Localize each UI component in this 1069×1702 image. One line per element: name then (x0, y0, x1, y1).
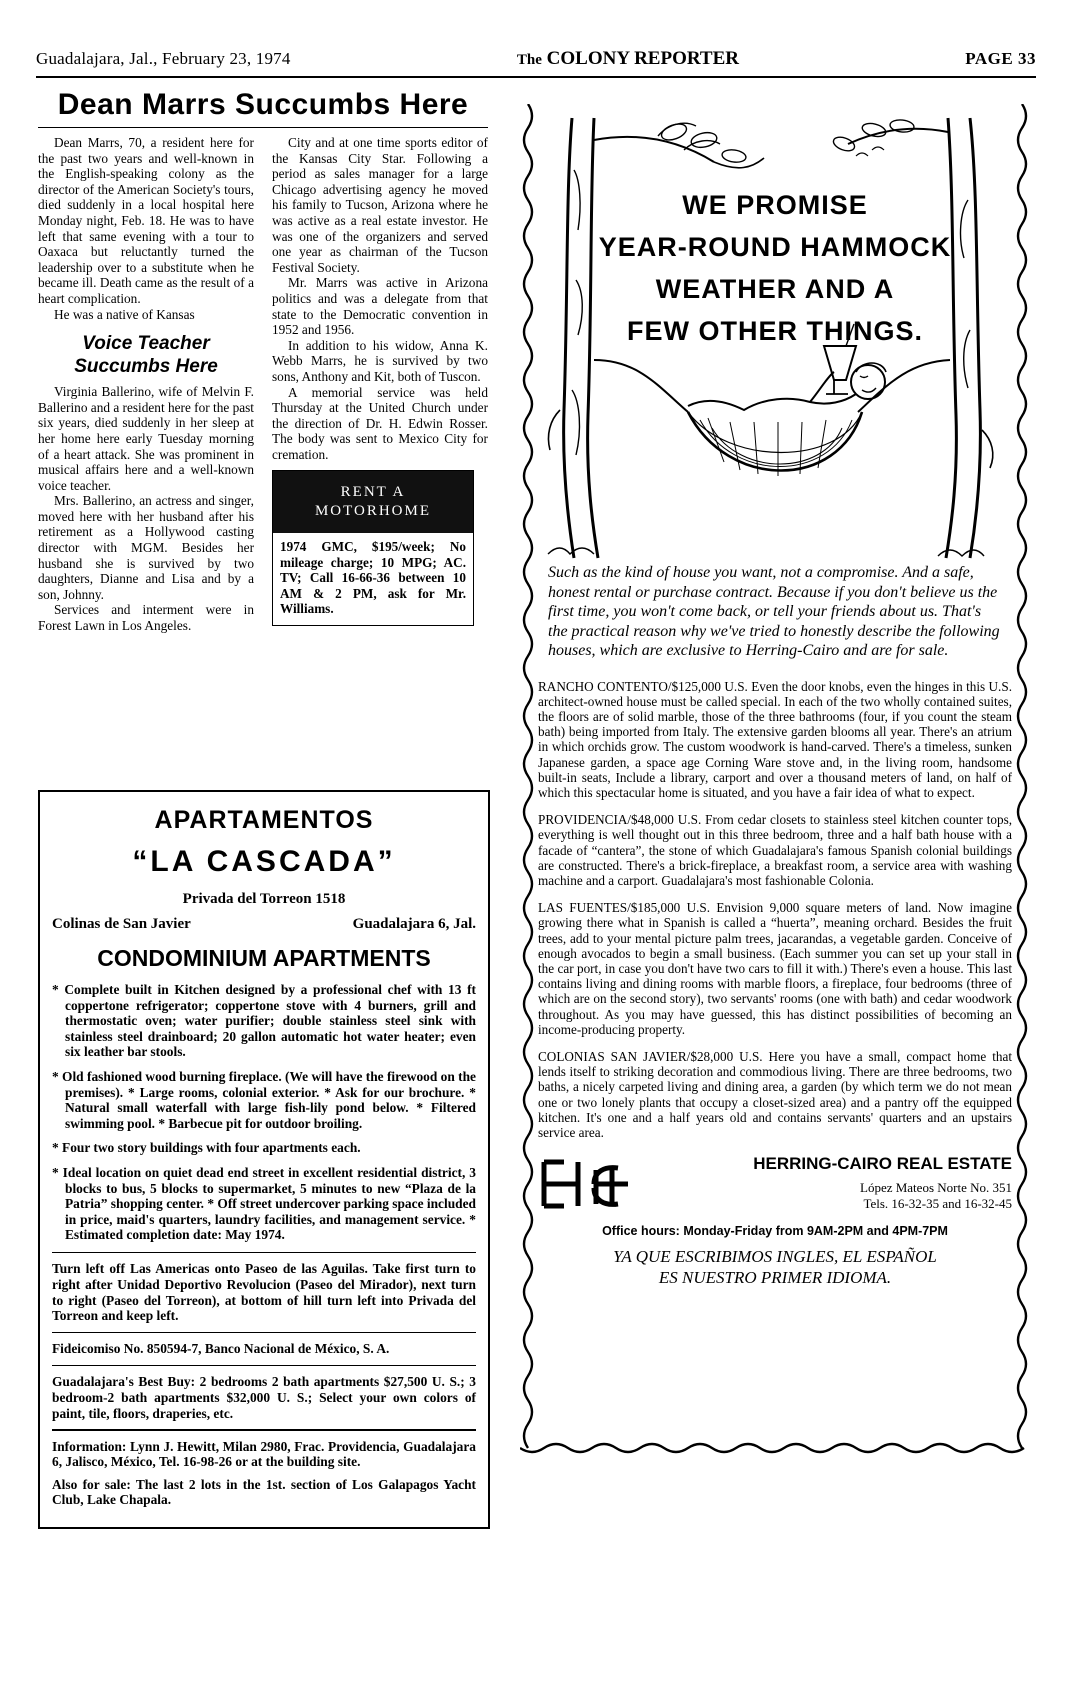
ad-divider (52, 1429, 476, 1431)
decorative-wavy-border-left (520, 104, 536, 1454)
masthead-title (517, 48, 739, 70)
paragraph: Dean Marrs, 70, a resident here for the past two years and well-known in the English-speaking colony as the director of the American Society's tours, died suddenly in a local hospital here Monday night, Feb. 18. He was to have left that same evening with a tour to Oaxaca but reluctantly turned the leadership over to a substitute when he became ill. Death came as the result of a heart complication. (38, 135, 254, 306)
promise-line-3: WEATHER AND A (655, 274, 895, 304)
headline-rule (38, 127, 488, 128)
motorhome-ad-body: 1974 GMC, $195/week; No mileage charge; 10 MPG; AC. TV; Call 16-66-36 between 10 AM & 2 PM, ask for Mr. Williams. (280, 539, 466, 617)
paragraph: Services and interment were in Forest Lawn in Los Angeles. (38, 602, 254, 634)
hammock-illustration (538, 110, 1012, 565)
paragraph: Mrs. Ballerino, an actress and singer, moved here with her husband after his retirement as a Hollywood casting director with MGM. Besides her husband she is survived by two daughters, Dianne and Lisa and by a son, Johnny. (38, 493, 254, 602)
ad-title-la-cascada: “LA CASCADA” (132, 845, 396, 878)
article-column-right (272, 135, 488, 634)
paragraph: He was a native of Kansas (54, 306, 195, 322)
motorhome-ad-title-line2: MOTORHOME (314, 503, 432, 520)
spanish-tagline-line1: YA QUE ESCRIBIMOS INGLES, EL ESPAÑOL (613, 1247, 937, 1267)
ad-city: Guadalajara 6, Jal. (352, 916, 476, 932)
ad-feature-item: * Four two story buildings with four apartments each. (52, 1140, 361, 1156)
display-ad-content (538, 110, 1012, 1288)
apartments-advertisement (38, 790, 490, 1529)
ad-also-for-sale: Also for sale: The last 2 lots in the 1st. section of Los Galapagos Yacht Club, Lake Chapala. (52, 1476, 476, 1508)
motorhome-ad-title (273, 471, 473, 533)
left-column-zone (38, 84, 488, 634)
masthead-title-name: COLONY REPORTER (546, 48, 739, 69)
ad-location-row (52, 916, 476, 933)
ad-divider (52, 1252, 476, 1254)
ad-feature-item: * Complete built in Kitchen designed by a professional chef with 13 ft coppertone refrigerator; coppertone stove with 4 burners, grill and thermostatic oven; water purifier; double stainless steel sink with stainless steel drainboard; 20 gallon automatic hot water heater; even six leather bar stools. (52, 982, 476, 1060)
herring-cairo-logo (538, 1154, 630, 1214)
paragraph: Mr. Marrs was active in Arizona politics and was a delegate from that state to the Democratic convention in 1952 and 1956. (272, 275, 488, 338)
property-listing: RANCHO CONTENTO/$125,000 U.S. Even the door knobs, even the hinges in this U.S. architect-owned house must be called special. In each of the two wholly contained suites, the floors are of solid marble, those of the three bathrooms (four, if you count the steam bath) being imported from Italy. The extensive garden blooms all year. There's an atrium in which orchids grow. The custom woodwork is hand-carved. There's a timeless, sunken Japanese garden, a space age Corning Ware stove and, in the living room, handsome built-in seats, Include a library, carport and over a thousand meters of land, on half of which this spectacular home is situated, and you have a fair idea of what to expect. (538, 678, 1012, 800)
hammock-drawing (538, 110, 1012, 565)
company-name: HERRING-CAIRO REAL ESTATE (753, 1154, 1012, 1174)
ad-divider (52, 1365, 476, 1367)
office-hours: Office hours: Monday-Friday from 9AM-2PM and 4PM-7PM (602, 1224, 948, 1239)
paragraph: City and at one time sports editor of the Kansas City Star. Following a period as sales manager for a large Chicago advertising agency he moved his family to Tucson, Arizona where he was active as a real estate investor. He was one of the organizers and served one year as chairman of the Tucson Festival Society. (272, 135, 488, 275)
ad-best-buy: Guadalajara's Best Buy: 2 bedrooms 2 bath apartments $27,500 U. S.; 3 bedroom-2 bath apartments $32,000 U. S.; Select your own colors of paint, tile, floors, draperies, etc. (52, 1374, 476, 1421)
spanish-tagline-line2: ES NUESTRO PRIMER IDIOMA. (658, 1268, 892, 1288)
promise-line-4: FEW OTHER THINGS. (627, 316, 923, 346)
masthead (36, 48, 1036, 70)
ad-divider (52, 1332, 476, 1334)
ad-title-apartamentos: APARTAMENTOS (154, 806, 374, 834)
masthead-date-location: Guadalajara, Jal., February 23, 1974 (36, 49, 291, 68)
property-listing: LAS FUENTES/$185,000 U.S. Envision 9,000 square meters of land. Now imagine growing there what in Spanish is called a “huerta”, meaning orchard. Besides the fruit trees, add to your mental picture palm trees, jacarandas, a vegetable garden. Conceive of enough avocados to begin a small business. (Each summer you can set up your stall in the car port, in case you don't have two cars to fill it with.) There's even a house. This last contains living and dining rooms with marble floors, a fireplace, four bedrooms (three of which are on the second story), two servants' rooms (one with bath) and cedar woodwork throughout. As you may have guessed, this has distinct possibilities of becoming an income-producing property. (538, 900, 1012, 1037)
ad-colonia: Colinas de San Javier (52, 916, 191, 932)
ad-information: Information: Lynn J. Hewitt, Milan 2980, Frac. Providencia, Guadalajara 6, Jalisco, México, Tel. 16-98-26 or at the building site. (52, 1438, 476, 1470)
paragraph: A memorial service was held Thursday at the United Church under the direction of Dr. H. Edwin Rosser. The body was sent to Mexico City for cremation. (272, 384, 488, 462)
ad-fideicomiso: Fideicomiso No. 850594-7, Banco Nacional de México, S. A. (52, 1341, 390, 1357)
article-column-left (38, 135, 254, 634)
masthead-rule (36, 76, 1036, 78)
motorhome-ad-title-line1: RENT A (340, 484, 406, 501)
article-body-two-column (38, 135, 488, 634)
ad-feature-item: * Ideal location on quiet dead end street in excellent residential district, 3 blocks to bus, 5 blocks to supermarket, 5 minutes to new “Plaza de la Patria” shopping center. * Off street undercover parking space included in price, maid's quarters, laundry facilities, and management service. * Estimated completion date: May 1974. (52, 1164, 476, 1243)
property-listing: PROVIDENCIA/$48,000 U.S. From cedar closets to stainless steel kitchen counter tops, everything is well thought out in this three bedroom, three and a half bath house with a facade of “cantera”, the stone of which Guadalajara's famous Spanish colonial buildings are constructed. There's a brick-fireplace, a breakfast room, a service area with washing machine and a carport. Guadalajara's most fashionable Colonia. (538, 812, 1012, 888)
property-listing: COLONIAS SAN JAVIER/$28,000 U.S. Here you have a small, compact home that lends itself to striking decoration and commodious living. There are three bedrooms, two baths, a nicely carpeted living and dining area, a garden (by which term we do not mean one or two lonely plants that occupy a closet-sized area) and a pantry off the equipped kitchen. It's one and a half years old and contains servants' quarters and an upstairs service area. (538, 1048, 1012, 1140)
paragraph: In addition to his widow, Anna K. Webb Marrs, he is survived by two sons, Anthony and Kit, both of Tuscon. (272, 337, 488, 384)
headline-line-2: Succumbs Here (74, 356, 218, 378)
article-headline-dean-marrs: Dean Marrs Succumbs Here (57, 88, 469, 121)
ad-address: Privada del Torreon 1518 (182, 891, 346, 907)
promise-line-2: YEAR-ROUND HAMMOCK (598, 232, 952, 262)
decorative-wavy-border-right (1014, 104, 1030, 1454)
article-headline-voice-teacher (38, 332, 254, 378)
hc-monogram-icon (538, 1154, 630, 1214)
company-phone: Tels. 16-32-35 and 16-32-45 (863, 1196, 1012, 1212)
ad-intro-paragraph: Such as the kind of house you want, not a compromise. And a safe, honest rental or purchase contract. Because if you don't believe us the first time, you won't come back, or tell your friends about us. That's the practical reason why we've tried to honestly describe the following houses, which are exclusive to Herring-Cairo and are for sale. (548, 564, 1000, 659)
ad-feature-item: * Old fashioned wood burning fireplace. (We will have the firewood on the premises). * Large rooms, colonial exterior. * Ask for our brochure. * Natural small waterfall with large fish-lily pond below. * Filtered swimming pool. * Barbecue pit for outdoor broiling. (52, 1068, 476, 1131)
company-address: López Mateos Norte No. 351 (860, 1180, 1012, 1196)
promise-line-1: WE PROMISE (682, 190, 868, 220)
headline-line-1: Voice Teacher (82, 333, 210, 355)
paragraph: Virginia Ballerino, wife of Melvin F. Ballerino and a resident here for the past six years, died suddenly in her sleep at her home here early Tuesday morning of a heart attack. She was prominent in musical affairs here and a well-known voice teacher. (38, 384, 254, 493)
ad-feature-list (52, 982, 476, 1243)
masthead-page-number: PAGE 33 (965, 49, 1036, 68)
ad-subtitle-condominium: CONDOMINIUM APARTMENTS (97, 945, 431, 971)
ad-directions: Turn left off Las Americas onto Paseo de las Aguilas. Take first turn to right after Unidad Deportivo Revolucion (Paseo del Mirador), next turn to right (Paseo del Torreon), at bottom of hill turn left into Privada del Torreon and keep left. (52, 1261, 476, 1324)
herring-cairo-display-ad (520, 104, 1030, 1454)
decorative-wavy-border-bottom (520, 1440, 1030, 1456)
spanish-tagline (538, 1246, 1012, 1288)
rent-motorhome-ad (272, 470, 474, 625)
masthead-title-the: The (516, 52, 542, 68)
